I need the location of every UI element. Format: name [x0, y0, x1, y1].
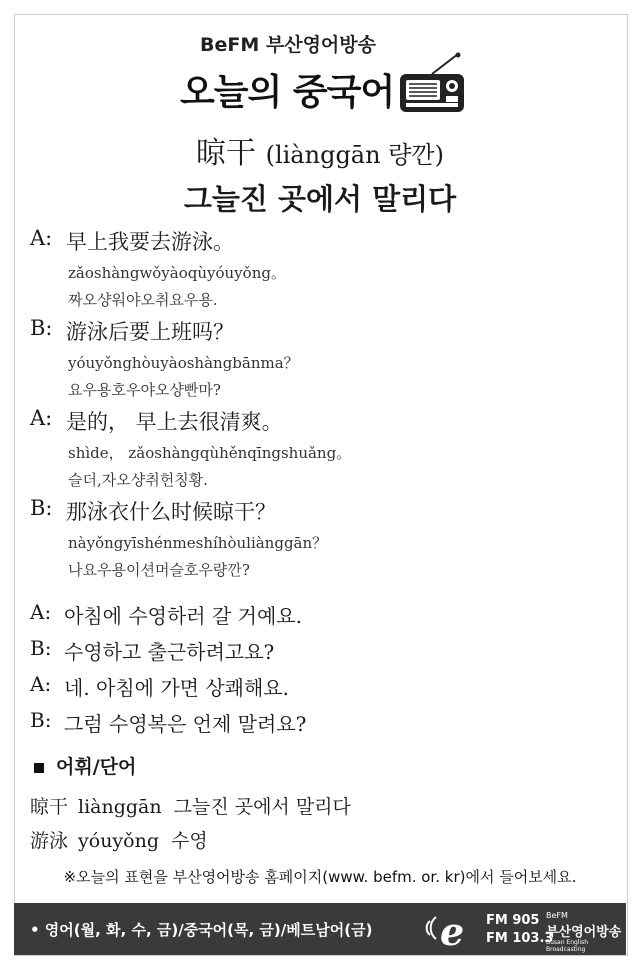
radio-icon — [398, 52, 466, 114]
vocab-pinyin: yóuyǒng — [78, 830, 159, 852]
korean-sentence: 수영하고 출근하려고요? — [64, 640, 275, 664]
frequency-1: FM 905 — [486, 913, 540, 928]
dialog-line — [30, 496, 610, 532]
vocab-word: 晾干 — [30, 796, 69, 818]
chinese-sentence: 是的， 早上去很清爽。 — [66, 410, 283, 434]
logo-letter: e — [440, 909, 465, 954]
reading-line: 슬더,자오샹취헌칭황. — [68, 471, 208, 489]
station-name: BeFM 부산영어방송 — [200, 34, 376, 56]
square-bullet-icon — [34, 763, 44, 773]
speaker-label: B: — [30, 496, 53, 520]
pinyin-line: yóuyǒnghòuyàoshàngbānma？ — [68, 354, 299, 372]
vocab-meaning: 그늘진 곳에서 말리다 — [173, 796, 351, 818]
reading-line: 나요우용이션머슬호우량깐? — [68, 561, 250, 579]
befm-logo — [418, 907, 628, 953]
footer-bar — [14, 903, 626, 955]
chinese-sentence: 游泳后要上班吗？ — [66, 320, 234, 344]
brand-ko: 부산영어방송 — [546, 925, 622, 940]
korean-line — [30, 600, 610, 636]
speaker-label: B: — [30, 708, 52, 732]
vocab-section — [30, 752, 610, 860]
speaker-label: A: — [30, 406, 53, 430]
chinese-sentence: 那泳衣什么时候晾干？ — [66, 500, 276, 524]
vocab-word: 游泳 — [30, 830, 69, 852]
vocab-heading — [30, 752, 610, 792]
frequency-2: FM 103.3 — [486, 931, 554, 946]
korean-line — [30, 636, 610, 672]
speaker-label: A: — [30, 600, 52, 624]
pinyin-line: zǎoshàngwǒyàoqùyóuyǒng。 — [68, 264, 286, 282]
speaker-label: B: — [30, 636, 52, 660]
vocab-pinyin: liànggān — [78, 796, 162, 818]
speaker-label: A: — [30, 226, 53, 250]
dialog-line — [30, 226, 610, 262]
korean-line — [30, 708, 610, 744]
brand-sub: Busan English Broadcasting — [546, 939, 589, 953]
broadcast-schedule: • 영어(월, 화, 수, 금)/중국어(목, 금)/베트남어(금) — [30, 921, 373, 939]
pinyin-line: shìde， zǎoshàngqùhěnqīngshuǎng。 — [68, 444, 352, 462]
show-title: 오늘의 중국어 — [180, 72, 395, 113]
korean-sentence: 아침에 수영하러 갈 거예요. — [64, 604, 302, 628]
header — [0, 18, 640, 113]
vocab-item — [30, 826, 610, 860]
reading-line: 짜오샹워야오취요우용. — [68, 291, 218, 309]
signal-wave-icon — [418, 913, 442, 943]
speaker-label: A: — [30, 672, 52, 696]
title-pinyin: (liànggān 량깐) — [265, 141, 444, 169]
korean-line — [30, 672, 610, 708]
korean-sentence: 네. 아침에 가면 상쾌해요. — [64, 676, 289, 700]
korean-translation — [30, 600, 610, 744]
brand-en: BeFM — [546, 911, 568, 920]
speaker-label: B: — [30, 316, 53, 340]
vocab-meaning: 수영 — [171, 830, 208, 852]
reading-line: 요우용호우야오샹빤마? — [68, 381, 221, 399]
title-meaning: 그늘진 곳에서 말리다 — [183, 182, 457, 216]
vocab-item — [30, 792, 610, 826]
chinese-dialog — [30, 226, 610, 586]
korean-sentence: 그럼 수영복은 언제 말려요? — [64, 712, 307, 736]
vocab-heading-text: 어휘/단어 — [56, 756, 137, 778]
homepage-note: ※오늘의 표현을 부산영어방송 홈페이지(www. befm. or. kr)에서 들어보세요. — [63, 868, 577, 886]
chinese-sentence: 早上我要去游泳。 — [66, 230, 234, 254]
dialog-line — [30, 406, 610, 442]
dialog-line — [30, 316, 610, 352]
pinyin-line: nàyǒngyīshénmeshíhòuliànggān？ — [68, 534, 328, 552]
title-word: 晾干 — [196, 136, 257, 171]
title-word-line — [0, 128, 640, 172]
